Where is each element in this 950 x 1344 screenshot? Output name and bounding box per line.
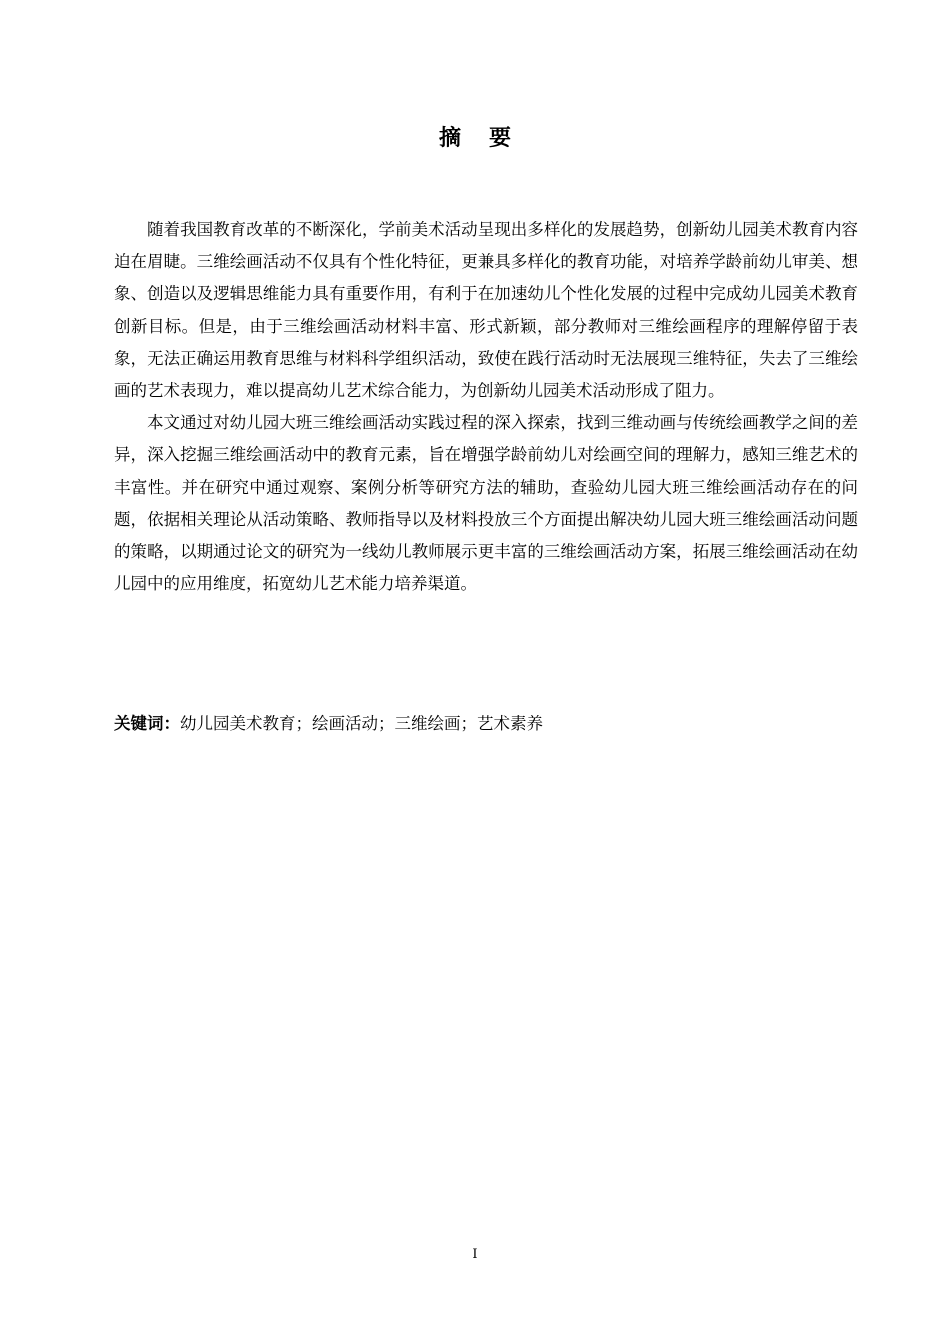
title-char-2: 要 — [489, 126, 512, 151]
page-title — [0, 124, 950, 154]
page-number: I — [472, 1247, 478, 1262]
abstract-paragraph-2: 本文通过对幼儿园大班三维绘画活动实践过程的深入探索，找到三维动画与传统绘画教学之间的差异，深入挖掘三维绘画活动中的教育元素，旨在增强学龄前幼儿对绘画空间的理解力，感知三维艺术的丰富性。并在研究中通过观察、案例分析等研究方法的辅助，查验幼儿园大班三维绘画活动存在的问题，依据相关理论从活动策略、教师指导以及材料投放三个方面提出解决幼儿园大班三维绘画活动问题的策略，以期通过论文的研究为一线幼儿教师展示更丰富的三维绘画活动方案，拓展三维绘画活动在幼儿园中的应用维度，拓宽幼儿艺术能力培养渠道。 — [114, 413, 858, 594]
abstract-body — [114, 214, 858, 600]
abstract-paragraph-1: 随着我国教育改革的不断深化，学前美术活动呈现出多样化的发展趋势，创新幼儿园美术教育内容迫在眉睫。三维绘画活动不仅具有个性化特征，更兼具多样化的教育功能，对培养学龄前幼儿审美、想象、创造以及逻辑思维能力具有重要作用，有利于在加速幼儿个性化发展的过程中完成幼儿园美术教育创新目标。但是，由于三维绘画活动材料丰富、形式新颖，部分教师对三维绘画程序的理解停留于表象，无法正确运用教育思维与材料科学组织活动，致使在践行活动时无法展现三维特征，失去了三维绘画的艺术表现力，难以提高幼儿艺术综合能力，为创新幼儿园美术活动形成了阻力。 — [114, 220, 858, 401]
title-char-1: 摘 — [438, 126, 461, 151]
keywords-value: 幼儿园美术教育；绘画活动；三维绘画；艺术素养 — [180, 714, 543, 733]
keywords-label: 关键词： — [114, 714, 180, 733]
keywords-line — [114, 708, 858, 740]
